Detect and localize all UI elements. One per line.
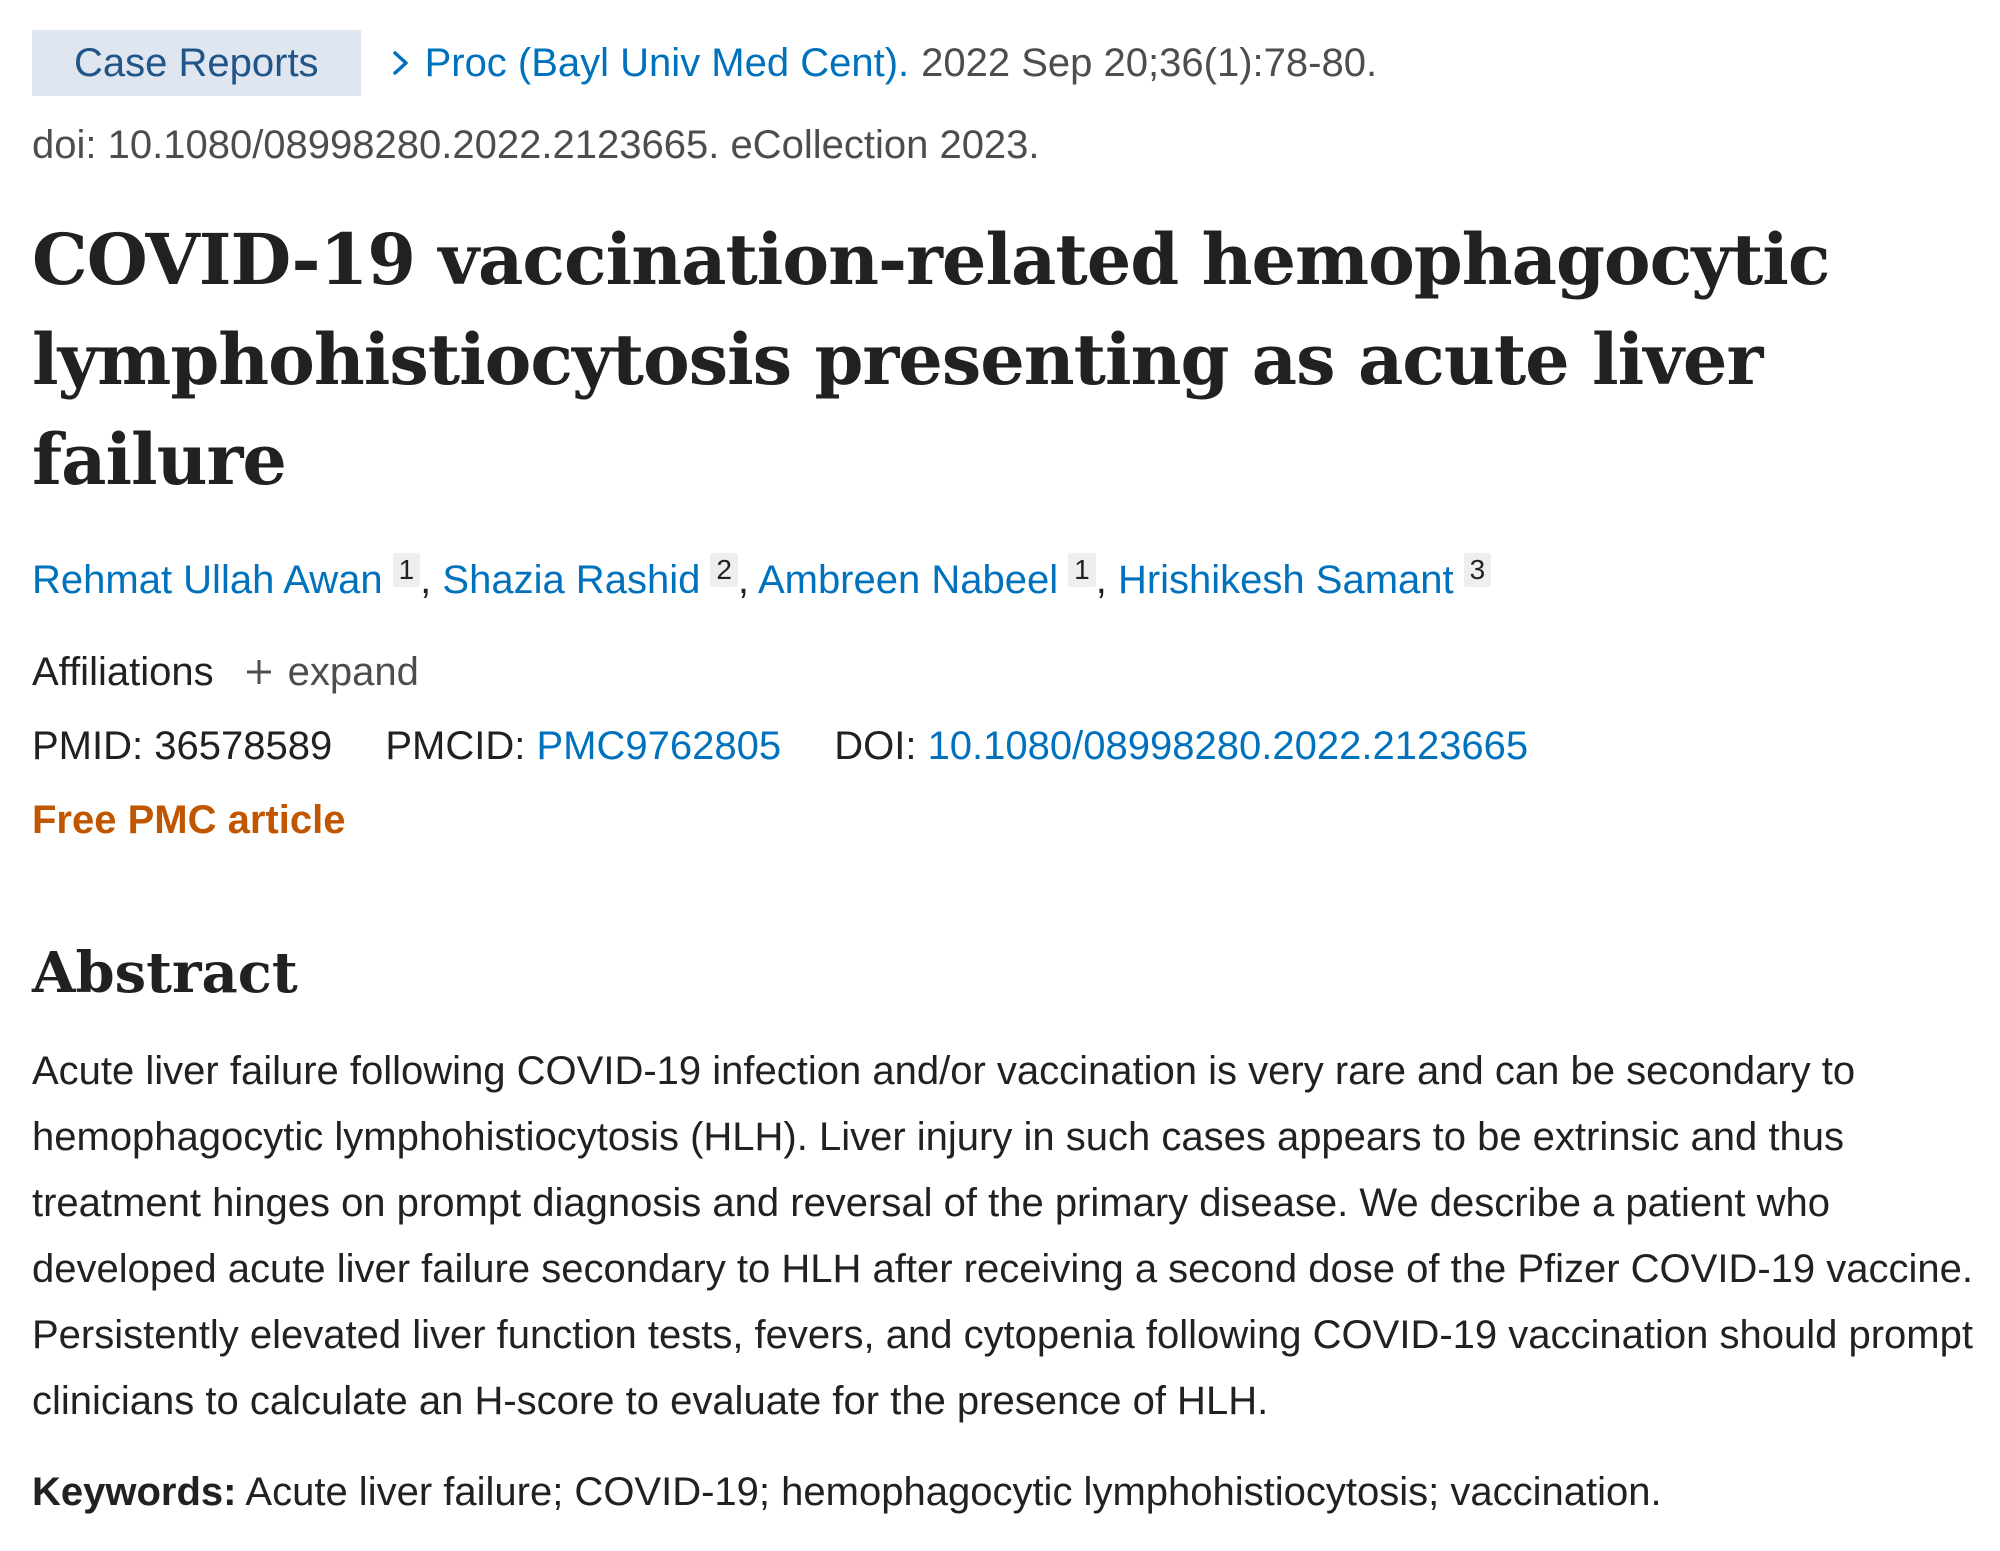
- keywords-label: Keywords:: [32, 1470, 237, 1514]
- abstract-heading: Abstract: [32, 940, 298, 1006]
- author-link[interactable]: Ambreen Nabeel: [757, 558, 1059, 602]
- author-list: Rehmat Ullah Awan 1 , Shazia Rashid 2 , Ambreen Nabeel 1 , Hrishikesh Samant 3: [32, 552, 1968, 608]
- free-pmc-article-label: Free PMC article: [32, 798, 346, 842]
- doi-collection-line: doi: 10.1080/08998280.2022.2123665. eCollection 2023.: [32, 123, 1040, 167]
- pmid-value: 36578589: [154, 724, 333, 768]
- keywords-text: Acute liver failure; COVID-19; hemophagocytic lymphohistiocytosis; vaccination.: [245, 1470, 1662, 1514]
- affiliations-row: [32, 644, 1968, 700]
- journal-link[interactable]: [389, 41, 910, 86]
- citation-date-volume: 2022 Sep 20;36(1):78-80.: [921, 40, 1378, 85]
- affiliation-number[interactable]: 2: [710, 553, 738, 587]
- expand-label[interactable]: expand: [287, 650, 419, 694]
- doi-label: DOI:: [834, 724, 917, 768]
- author-link[interactable]: Hrishikesh Samant: [1117, 558, 1454, 602]
- article-title: COVID-19 vaccination-related hemophagocytic lymphohistiocytosis presenting as acute liver failure: [32, 218, 1830, 501]
- citation-line: [32, 30, 1968, 96]
- identifiers-row: [32, 718, 1968, 774]
- author-link[interactable]: Rehmat Ullah Awan: [32, 558, 383, 602]
- affiliations-label: Affiliations: [32, 650, 214, 694]
- pmid-label: PMID:: [32, 724, 144, 768]
- abstract-text: Acute liver failure following COVID-19 infection and/or vaccination is very rare and can be secondary to hemophagocytic lymphohistiocytosis (HLH). Liver injury in such cases appears to be extrinsic and thus treatment hinges on prompt diagnosis and reversal of the primary disease. We describe a patient who developed acute liver failure secondary to HLH after receiving a second dose of the Pfizer COVID-19 vaccine. Persistently elevated liver function tests, fevers, and cytopenia following COVID-19 vaccination should prompt clinicians to calculate an H-score to evaluate for the presence of HLH.: [32, 1049, 1974, 1423]
- plus-icon: [244, 657, 274, 687]
- pmcid-link[interactable]: PMC9762805: [536, 724, 782, 768]
- doi-link[interactable]: 10.1080/08998280.2022.2123665: [927, 724, 1529, 768]
- affiliations-expand-button[interactable]: [244, 644, 419, 700]
- publication-type-badge[interactable]: Case Reports: [32, 30, 361, 96]
- author-link[interactable]: Shazia Rashid: [442, 558, 701, 602]
- journal-name[interactable]: Proc (Bayl Univ Med Cent).: [424, 40, 910, 85]
- affiliation-number[interactable]: 1: [393, 553, 421, 587]
- affiliation-number[interactable]: 3: [1464, 553, 1492, 587]
- pmcid-label: PMCID:: [385, 724, 526, 768]
- affiliation-number[interactable]: 1: [1068, 553, 1096, 587]
- chevron-right-icon: [389, 43, 415, 83]
- keywords-row: [32, 1462, 1968, 1522]
